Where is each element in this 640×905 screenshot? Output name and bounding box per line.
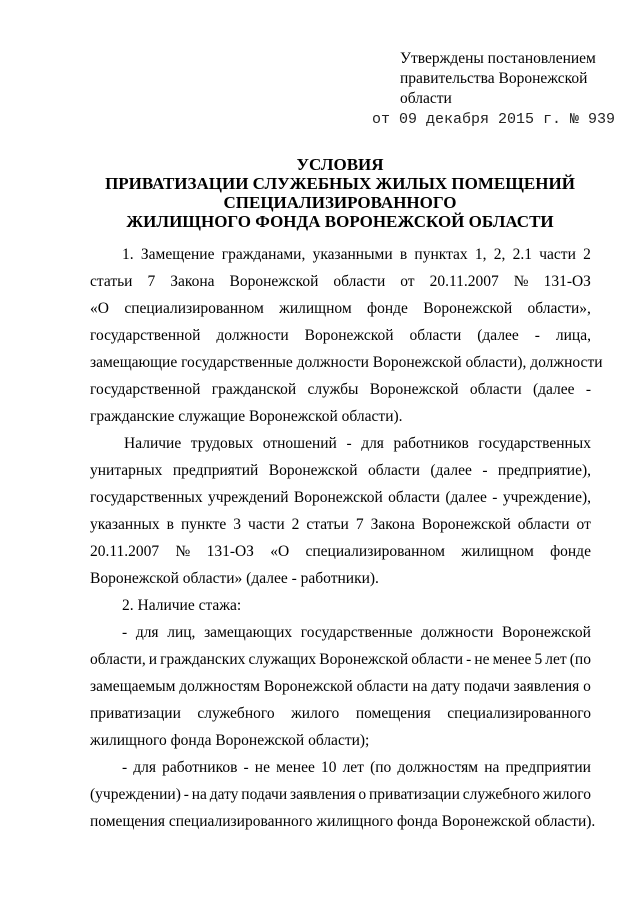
word: для xyxy=(133,759,157,776)
word: области xyxy=(411,651,464,668)
paragraph-5-line-3: помещения специализированного жилищного фонда Воронежской области). xyxy=(90,813,596,830)
paragraph-2-line-3 xyxy=(90,484,591,511)
title-line-2: ПРИВАТИЗАЦИИ СЛУЖЕБНЫХ ЖИЛЫХ ПОМЕЩЕНИЙ xyxy=(105,174,575,193)
word: должности xyxy=(216,327,289,344)
word: 131-ОЗ xyxy=(543,273,591,290)
word: статьи xyxy=(90,273,133,290)
document-title xyxy=(90,155,590,231)
word: жилого xyxy=(291,705,340,722)
word: фонде xyxy=(367,300,408,317)
word: Воронежской xyxy=(293,489,383,506)
word: должностям xyxy=(397,759,479,776)
word: «О xyxy=(270,543,290,560)
approval-block xyxy=(372,49,616,130)
word: - xyxy=(122,624,128,641)
word: - xyxy=(346,435,352,452)
paragraph-4-line-1 xyxy=(90,619,591,646)
word: пункте xyxy=(180,516,227,533)
paragraph-2-line-2 xyxy=(90,457,591,484)
paragraph-2-line-1 xyxy=(90,430,591,457)
word: - xyxy=(243,759,249,776)
paragraph-2-line-5 xyxy=(90,538,591,565)
word: предприятий xyxy=(172,462,259,479)
word: не xyxy=(254,759,270,776)
word: приватизации xyxy=(90,705,181,722)
word: трудовых xyxy=(190,435,254,452)
word: 20.11.2007 xyxy=(90,543,160,560)
word: - xyxy=(122,759,128,776)
word: государственных xyxy=(90,489,203,506)
word: служебного xyxy=(197,705,275,722)
word: лет xyxy=(545,651,567,668)
word: жилого xyxy=(542,786,591,803)
approval-line-2: правительства Воронежской xyxy=(400,70,588,87)
word: Воронежской xyxy=(369,381,459,398)
word: Воронежской xyxy=(268,462,358,479)
approval-date-stamp: от 09 декабря 2015 г. № 939 xyxy=(372,111,616,128)
word: отношений xyxy=(262,435,337,452)
word: 20.11.2007 xyxy=(429,273,499,290)
word: области», xyxy=(527,300,591,317)
paragraph-1-line-4 xyxy=(90,322,591,349)
word: (далее xyxy=(477,327,519,344)
paragraph-1 xyxy=(90,241,603,430)
word: 7 xyxy=(355,516,364,533)
word: Закона xyxy=(370,516,415,533)
word: специализированном xyxy=(124,300,264,317)
document-body xyxy=(90,241,603,835)
word: пунктах xyxy=(414,246,468,263)
word: 131-ОЗ xyxy=(206,543,254,560)
word: жилищном xyxy=(461,543,534,560)
word: указанных xyxy=(90,516,160,533)
word: замещающих xyxy=(204,624,293,641)
word: области xyxy=(409,327,462,344)
word: государственной xyxy=(90,327,201,344)
paragraph-1-line-7: гражданские служащие Воронежской области). xyxy=(90,408,403,425)
word: части xyxy=(539,246,576,263)
word: не xyxy=(474,651,490,668)
paragraph-1-line-6 xyxy=(90,376,591,403)
word: - xyxy=(183,786,189,803)
title-line-4: ЖИЛИЩНОГО ФОНДА ВОРОНЕЖСКОЙ ОБЛАСТИ xyxy=(126,212,554,231)
word: области xyxy=(517,516,570,533)
word: дату xyxy=(209,786,239,803)
approval-line-3: области xyxy=(400,90,452,107)
word: 3 xyxy=(233,516,242,533)
word: должностям xyxy=(179,678,260,695)
word: Закона xyxy=(170,273,215,290)
word: 2, xyxy=(493,246,506,263)
word: о xyxy=(583,678,591,695)
word: Воронежской xyxy=(319,651,409,668)
word: служащих xyxy=(248,651,317,668)
word: лица, xyxy=(555,327,591,344)
word: статьи xyxy=(306,516,349,533)
word: государственной xyxy=(90,381,201,398)
word: (учреждении) xyxy=(90,786,181,803)
paragraph-3-line-1: 2. Наличие стажа: xyxy=(122,597,242,614)
word: на xyxy=(484,759,500,776)
title-line-1: УСЛОВИЯ xyxy=(296,155,384,174)
word: фонде xyxy=(550,543,591,560)
word: (далее xyxy=(445,489,487,506)
word: на xyxy=(191,786,207,803)
word: подачи xyxy=(463,678,510,695)
word: Воронежской xyxy=(421,516,511,533)
word: и xyxy=(148,651,158,668)
word: специализированного xyxy=(447,705,591,722)
word: Воронежской xyxy=(229,273,319,290)
word: - xyxy=(466,651,472,668)
word: от xyxy=(400,273,415,290)
word: 7 xyxy=(147,273,156,290)
word: для xyxy=(135,624,159,641)
word: 1. xyxy=(122,246,134,263)
word: Замещение xyxy=(140,246,215,263)
word: учреждений xyxy=(207,489,289,506)
word: от xyxy=(576,516,591,533)
word: Наличие xyxy=(124,435,182,452)
paragraph-3 xyxy=(90,592,591,619)
word: помещения xyxy=(355,705,431,722)
paragraph-5 xyxy=(90,754,596,835)
paragraph-4-line-2 xyxy=(90,646,591,673)
paragraph-2 xyxy=(90,430,591,592)
paragraph-2-line-6: Воронежской области» (далее - работники). xyxy=(90,570,379,587)
word: в xyxy=(166,516,174,533)
word: приватизации xyxy=(369,786,460,803)
word: области xyxy=(368,462,420,479)
word: - xyxy=(492,489,498,506)
word: о xyxy=(358,786,367,803)
word: области xyxy=(333,273,386,290)
word: подачи xyxy=(241,786,288,803)
word: № xyxy=(175,543,191,560)
word: 1, xyxy=(474,246,487,263)
word: части xyxy=(248,516,285,533)
word: предприятие), xyxy=(497,462,591,479)
word: Воронежской xyxy=(502,624,591,641)
word: - xyxy=(534,327,540,344)
word: на xyxy=(412,678,428,695)
word: области, xyxy=(90,651,146,668)
word: заявления xyxy=(289,786,356,803)
word: гражданами, xyxy=(221,246,306,263)
word: службы xyxy=(307,381,359,398)
word: государственных xyxy=(478,435,591,452)
word: унитарных xyxy=(90,462,163,479)
word: гражданских xyxy=(160,651,246,668)
word: «О xyxy=(90,300,109,317)
word: 10 xyxy=(320,759,337,776)
word: жилищном xyxy=(279,300,352,317)
word: работников xyxy=(162,759,238,776)
paragraph-1-line-2 xyxy=(90,268,591,295)
paragraph-2-line-4 xyxy=(90,511,591,538)
word: 5 xyxy=(534,651,543,668)
word: (по xyxy=(370,759,392,776)
word: области xyxy=(356,678,409,695)
word: служебного xyxy=(462,786,540,803)
word: заявления xyxy=(513,678,580,695)
word: (далее xyxy=(532,381,575,398)
word: области xyxy=(469,381,522,398)
word: учреждение), xyxy=(502,489,591,506)
word: в xyxy=(399,246,408,263)
paragraph-4 xyxy=(90,619,591,754)
word: специализированном xyxy=(305,543,445,560)
word: для xyxy=(361,435,384,452)
word: 2 xyxy=(291,516,300,533)
word: - xyxy=(482,462,488,479)
word: Воронежской xyxy=(423,300,513,317)
word: замещаемым xyxy=(90,678,176,695)
word: (далее xyxy=(430,462,472,479)
word: работников xyxy=(393,435,469,452)
paragraph-1-line-1 xyxy=(90,241,591,268)
word: дату xyxy=(431,678,461,695)
paragraph-5-line-1 xyxy=(90,754,591,781)
paragraph-4-line-3 xyxy=(90,673,591,700)
word: 2.1 xyxy=(512,246,533,263)
word: указанными xyxy=(312,246,393,263)
word: лет xyxy=(342,759,364,776)
approval-line-1: Утверждены постановлением xyxy=(400,50,596,67)
word: менее xyxy=(492,651,532,668)
paragraph-5-line-2 xyxy=(90,781,591,808)
word: Воронежской xyxy=(304,327,394,344)
word: лиц, xyxy=(167,624,196,641)
word: гражданской xyxy=(211,381,297,398)
paragraph-1-line-3 xyxy=(90,295,591,322)
word: государственные xyxy=(300,624,413,641)
paragraph-4-line-5: жилищного фонда Воронежской области); xyxy=(90,732,370,749)
word: - xyxy=(585,381,591,398)
word: предприятии xyxy=(505,759,591,776)
paragraph-4-line-4 xyxy=(90,700,591,727)
word: должности xyxy=(421,624,494,641)
paragraph-1-line-5: замещающие государственные должности Воронежской области), должности xyxy=(90,354,603,371)
word: менее xyxy=(276,759,315,776)
word: 2 xyxy=(583,246,591,263)
word: № xyxy=(513,273,529,290)
word: Воронежской xyxy=(263,678,353,695)
word: области xyxy=(388,489,440,506)
title-line-3: СПЕЦИАЛИЗИРОВАННОГО xyxy=(223,193,457,212)
word: (по xyxy=(569,651,591,668)
